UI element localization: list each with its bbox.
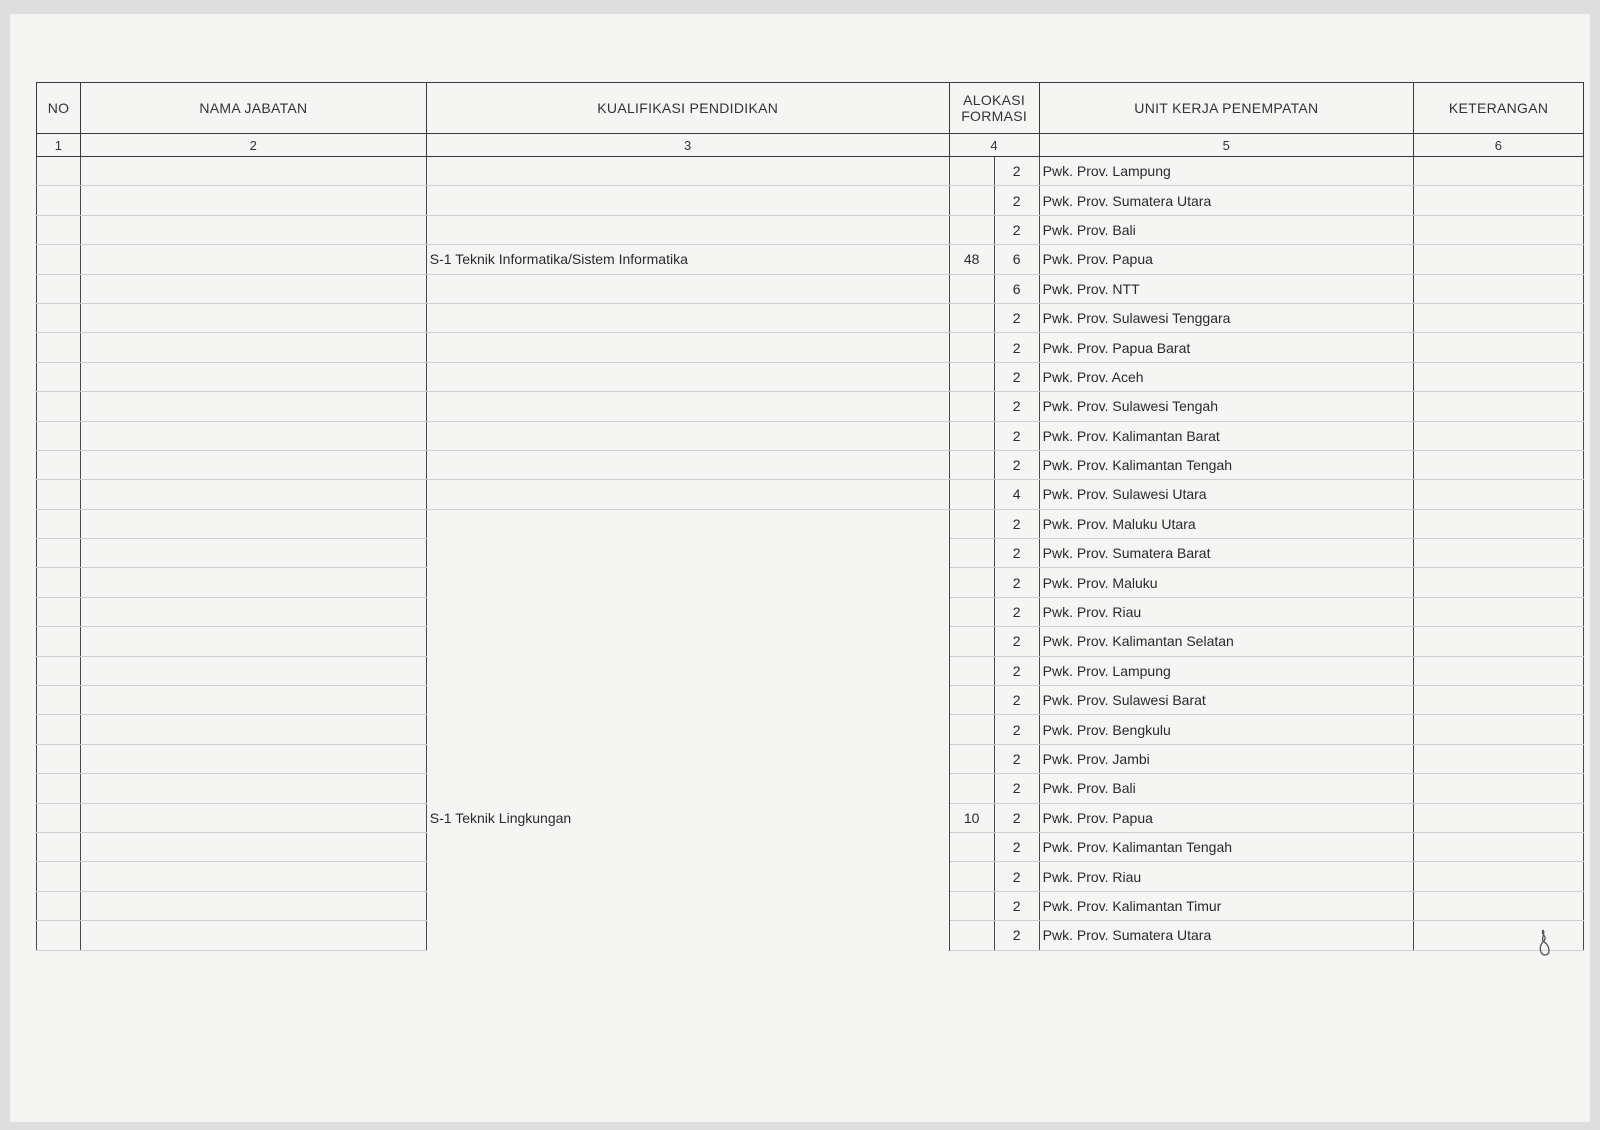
cell-nama-jabatan xyxy=(80,450,426,479)
cell-alokasi-total xyxy=(949,186,994,215)
cell-keterangan xyxy=(1414,686,1584,715)
cell-alokasi: 2 xyxy=(994,186,1039,215)
cell-alokasi: 2 xyxy=(994,803,1039,832)
cell-alokasi-total xyxy=(949,891,994,920)
cell-alokasi-total xyxy=(949,421,994,450)
cell-nama-jabatan xyxy=(80,215,426,244)
cell-alokasi-total xyxy=(949,333,994,362)
table-row xyxy=(37,744,1584,773)
cell-alokasi: 2 xyxy=(994,539,1039,568)
cell-nama-jabatan xyxy=(80,245,426,274)
cell-alokasi: 2 xyxy=(994,450,1039,479)
cell-no xyxy=(37,480,81,509)
cell-nama-jabatan xyxy=(80,803,426,832)
table-row xyxy=(37,774,1584,803)
cell-no xyxy=(37,597,81,626)
cell-alokasi-total xyxy=(949,774,994,803)
cell-nama-jabatan xyxy=(80,686,426,715)
initial-mark-icon xyxy=(1534,928,1554,958)
cell-keterangan xyxy=(1414,803,1584,832)
cell-alokasi: 2 xyxy=(994,568,1039,597)
cell-unit-kerja: Pwk. Prov. Papua Barat xyxy=(1039,333,1413,362)
cell-unit-kerja: Pwk. Prov. Papua xyxy=(1039,803,1413,832)
cell-unit-kerja: Pwk. Prov. Riau xyxy=(1039,597,1413,626)
cell-no xyxy=(37,744,81,773)
cell-alokasi-total xyxy=(949,509,994,538)
cell-alokasi-total xyxy=(949,656,994,685)
cell-alokasi-total xyxy=(949,715,994,744)
cell-nama-jabatan xyxy=(80,891,426,920)
cell-kualifikasi: S-1 Teknik Informatika/Sistem Informatika xyxy=(426,245,949,274)
cell-keterangan xyxy=(1414,362,1584,391)
cell-keterangan xyxy=(1414,539,1584,568)
cell-nama-jabatan xyxy=(80,274,426,303)
table-row xyxy=(37,686,1584,715)
cell-nama-jabatan xyxy=(80,392,426,421)
cell-nama-jabatan xyxy=(80,157,426,186)
cell-keterangan xyxy=(1414,921,1584,950)
cell-keterangan xyxy=(1414,509,1584,538)
cell-unit-kerja: Pwk. Prov. Kalimantan Barat xyxy=(1039,421,1413,450)
cell-unit-kerja: Pwk. Prov. Bali xyxy=(1039,215,1413,244)
cell-unit-kerja: Pwk. Prov. Sumatera Utara xyxy=(1039,921,1413,950)
cell-no xyxy=(37,509,81,538)
cell-kualifikasi xyxy=(426,627,949,656)
table-row xyxy=(37,891,1584,920)
cell-kualifikasi xyxy=(426,891,949,920)
cell-no xyxy=(37,245,81,274)
cell-nama-jabatan xyxy=(80,333,426,362)
cell-nama-jabatan xyxy=(80,362,426,391)
cell-alokasi: 2 xyxy=(994,774,1039,803)
cell-no xyxy=(37,274,81,303)
cell-keterangan xyxy=(1414,744,1584,773)
cell-kualifikasi xyxy=(426,774,949,803)
cell-no xyxy=(37,891,81,920)
cell-kualifikasi xyxy=(426,392,949,421)
cell-alokasi: 4 xyxy=(994,480,1039,509)
cell-kualifikasi xyxy=(426,450,949,479)
cell-alokasi-total xyxy=(949,862,994,891)
column-number-2: 2 xyxy=(80,134,426,157)
cell-alokasi-total xyxy=(949,362,994,391)
table-row xyxy=(37,186,1584,215)
column-number-6: 6 xyxy=(1414,134,1584,157)
cell-keterangan xyxy=(1414,303,1584,332)
header-unit-kerja: UNIT KERJA PENEMPATAN xyxy=(1039,83,1413,134)
cell-keterangan xyxy=(1414,597,1584,626)
cell-kualifikasi xyxy=(426,333,949,362)
cell-keterangan xyxy=(1414,715,1584,744)
table-row xyxy=(37,627,1584,656)
cell-kualifikasi xyxy=(426,157,949,186)
cell-nama-jabatan xyxy=(80,627,426,656)
cell-alokasi: 2 xyxy=(994,597,1039,626)
cell-alokasi: 2 xyxy=(994,744,1039,773)
cell-alokasi: 2 xyxy=(994,421,1039,450)
cell-nama-jabatan xyxy=(80,715,426,744)
cell-alokasi: 2 xyxy=(994,362,1039,391)
table-row xyxy=(37,362,1584,391)
cell-kualifikasi: S-1 Teknik Lingkungan xyxy=(426,803,949,832)
cell-alokasi: 2 xyxy=(994,715,1039,744)
cell-no xyxy=(37,832,81,861)
cell-alokasi: 2 xyxy=(994,157,1039,186)
cell-alokasi: 6 xyxy=(994,245,1039,274)
cell-alokasi-total xyxy=(949,450,994,479)
table-row xyxy=(37,509,1584,538)
cell-nama-jabatan xyxy=(80,656,426,685)
cell-alokasi-total xyxy=(949,597,994,626)
cell-unit-kerja: Pwk. Prov. Bali xyxy=(1039,774,1413,803)
table-row xyxy=(37,539,1584,568)
cell-alokasi: 2 xyxy=(994,392,1039,421)
cell-no xyxy=(37,333,81,362)
cell-alokasi: 2 xyxy=(994,832,1039,861)
table-row xyxy=(37,274,1584,303)
table-row xyxy=(37,568,1584,597)
cell-kualifikasi xyxy=(426,539,949,568)
cell-alokasi-total xyxy=(949,392,994,421)
header-alokasi-line1: ALOKASI xyxy=(963,92,1026,108)
cell-keterangan xyxy=(1414,480,1584,509)
cell-keterangan xyxy=(1414,421,1584,450)
cell-no xyxy=(37,362,81,391)
cell-unit-kerja: Pwk. Prov. Sulawesi Tengah xyxy=(1039,392,1413,421)
cell-alokasi: 2 xyxy=(994,921,1039,950)
cell-no xyxy=(37,421,81,450)
cell-alokasi-total: 48 xyxy=(949,245,994,274)
cell-kualifikasi xyxy=(426,274,949,303)
cell-alokasi: 2 xyxy=(994,303,1039,332)
cell-alokasi: 2 xyxy=(994,627,1039,656)
cell-unit-kerja: Pwk. Prov. Jambi xyxy=(1039,744,1413,773)
cell-unit-kerja: Pwk. Prov. Kalimantan Tengah xyxy=(1039,832,1413,861)
cell-keterangan xyxy=(1414,274,1584,303)
cell-kualifikasi xyxy=(426,656,949,685)
cell-alokasi-total xyxy=(949,744,994,773)
header-alokasi-line2: FORMASI xyxy=(961,108,1028,124)
cell-keterangan xyxy=(1414,656,1584,685)
column-number-1: 1 xyxy=(37,134,81,157)
table-row xyxy=(37,215,1584,244)
cell-nama-jabatan xyxy=(80,568,426,597)
table-row xyxy=(37,392,1584,421)
cell-alokasi-total xyxy=(949,686,994,715)
cell-nama-jabatan xyxy=(80,862,426,891)
cell-unit-kerja: Pwk. Prov. Papua xyxy=(1039,245,1413,274)
header-no: NO xyxy=(37,83,81,134)
table-row xyxy=(37,862,1584,891)
cell-keterangan xyxy=(1414,832,1584,861)
cell-keterangan xyxy=(1414,774,1584,803)
cell-nama-jabatan xyxy=(80,509,426,538)
cell-kualifikasi xyxy=(426,715,949,744)
cell-alokasi-total: 10 xyxy=(949,803,994,832)
cell-keterangan xyxy=(1414,862,1584,891)
cell-kualifikasi xyxy=(426,303,949,332)
table-row xyxy=(37,450,1584,479)
cell-alokasi: 2 xyxy=(994,862,1039,891)
table-row xyxy=(37,715,1584,744)
cell-keterangan xyxy=(1414,450,1584,479)
cell-alokasi: 6 xyxy=(994,274,1039,303)
column-number-4: 4 xyxy=(949,134,1039,157)
cell-keterangan xyxy=(1414,157,1584,186)
cell-alokasi: 2 xyxy=(994,891,1039,920)
cell-no xyxy=(37,656,81,685)
cell-unit-kerja: Pwk. Prov. Kalimantan Timur xyxy=(1039,891,1413,920)
cell-unit-kerja: Pwk. Prov. Lampung xyxy=(1039,656,1413,685)
column-number-5: 5 xyxy=(1039,134,1413,157)
cell-no xyxy=(37,186,81,215)
header-kualifikasi: KUALIFIKASI PENDIDIKAN xyxy=(426,83,949,134)
cell-unit-kerja: Pwk. Prov. Bengkulu xyxy=(1039,715,1413,744)
table-row xyxy=(37,245,1584,274)
cell-keterangan xyxy=(1414,627,1584,656)
cell-alokasi-total xyxy=(949,303,994,332)
table-row xyxy=(37,333,1584,362)
cell-no xyxy=(37,450,81,479)
cell-alokasi-total xyxy=(949,157,994,186)
formasi-table xyxy=(36,82,1584,951)
cell-nama-jabatan xyxy=(80,832,426,861)
cell-nama-jabatan xyxy=(80,921,426,950)
cell-kualifikasi xyxy=(426,215,949,244)
cell-alokasi: 2 xyxy=(994,215,1039,244)
cell-kualifikasi xyxy=(426,832,949,861)
cell-alokasi: 2 xyxy=(994,656,1039,685)
cell-unit-kerja: Pwk. Prov. Sulawesi Barat xyxy=(1039,686,1413,715)
cell-keterangan xyxy=(1414,333,1584,362)
cell-keterangan xyxy=(1414,186,1584,215)
table-row xyxy=(37,832,1584,861)
cell-kualifikasi xyxy=(426,921,949,950)
cell-nama-jabatan xyxy=(80,421,426,450)
cell-no xyxy=(37,157,81,186)
cell-no xyxy=(37,921,81,950)
cell-alokasi-total xyxy=(949,215,994,244)
cell-unit-kerja: Pwk. Prov. Maluku Utara xyxy=(1039,509,1413,538)
cell-nama-jabatan xyxy=(80,744,426,773)
cell-no xyxy=(37,686,81,715)
table-row xyxy=(37,656,1584,685)
cell-alokasi-total xyxy=(949,274,994,303)
cell-unit-kerja: Pwk. Prov. Kalimantan Tengah xyxy=(1039,450,1413,479)
table-row xyxy=(37,303,1584,332)
header-alokasi-formasi xyxy=(949,83,1039,134)
cell-no xyxy=(37,539,81,568)
cell-unit-kerja: Pwk. Prov. Sumatera Barat xyxy=(1039,539,1413,568)
cell-no xyxy=(37,392,81,421)
cell-unit-kerja: Pwk. Prov. Sulawesi Tenggara xyxy=(1039,303,1413,332)
cell-kualifikasi xyxy=(426,480,949,509)
cell-alokasi-total xyxy=(949,480,994,509)
table-row xyxy=(37,480,1584,509)
cell-nama-jabatan xyxy=(80,480,426,509)
table-body xyxy=(37,157,1584,951)
cell-no xyxy=(37,303,81,332)
cell-no xyxy=(37,627,81,656)
cell-unit-kerja: Pwk. Prov. Aceh xyxy=(1039,362,1413,391)
cell-alokasi: 2 xyxy=(994,333,1039,362)
cell-alokasi-total xyxy=(949,568,994,597)
cell-no xyxy=(37,803,81,832)
cell-kualifikasi xyxy=(426,421,949,450)
cell-unit-kerja: Pwk. Prov. Riau xyxy=(1039,862,1413,891)
cell-alokasi-total xyxy=(949,832,994,861)
cell-unit-kerja: Pwk. Prov. Sumatera Utara xyxy=(1039,186,1413,215)
cell-unit-kerja: Pwk. Prov. Sulawesi Utara xyxy=(1039,480,1413,509)
cell-no xyxy=(37,862,81,891)
cell-keterangan xyxy=(1414,245,1584,274)
cell-unit-kerja: Pwk. Prov. NTT xyxy=(1039,274,1413,303)
table-row xyxy=(37,421,1584,450)
table-row xyxy=(37,921,1584,950)
cell-unit-kerja: Pwk. Prov. Maluku xyxy=(1039,568,1413,597)
cell-unit-kerja: Pwk. Prov. Kalimantan Selatan xyxy=(1039,627,1413,656)
cell-no xyxy=(37,774,81,803)
cell-alokasi-total xyxy=(949,539,994,568)
cell-nama-jabatan xyxy=(80,597,426,626)
column-number-3: 3 xyxy=(426,134,949,157)
cell-nama-jabatan xyxy=(80,303,426,332)
cell-kualifikasi xyxy=(426,597,949,626)
cell-kualifikasi xyxy=(426,568,949,597)
table-row xyxy=(37,597,1584,626)
cell-keterangan xyxy=(1414,568,1584,597)
header-nama-jabatan: NAMA JABATAN xyxy=(80,83,426,134)
cell-no xyxy=(37,568,81,597)
cell-kualifikasi xyxy=(426,744,949,773)
cell-alokasi: 2 xyxy=(994,509,1039,538)
cell-no xyxy=(37,215,81,244)
cell-kualifikasi xyxy=(426,509,949,538)
cell-alokasi-total xyxy=(949,921,994,950)
cell-nama-jabatan xyxy=(80,774,426,803)
cell-keterangan xyxy=(1414,392,1584,421)
cell-nama-jabatan xyxy=(80,186,426,215)
cell-kualifikasi xyxy=(426,686,949,715)
cell-unit-kerja: Pwk. Prov. Lampung xyxy=(1039,157,1413,186)
cell-kualifikasi xyxy=(426,862,949,891)
cell-keterangan xyxy=(1414,215,1584,244)
cell-nama-jabatan xyxy=(80,539,426,568)
cell-kualifikasi xyxy=(426,186,949,215)
cell-alokasi-total xyxy=(949,627,994,656)
table-row xyxy=(37,157,1584,186)
cell-keterangan xyxy=(1414,891,1584,920)
table-row xyxy=(37,803,1584,832)
cell-alokasi: 2 xyxy=(994,686,1039,715)
header-keterangan: KETERANGAN xyxy=(1414,83,1584,134)
cell-no xyxy=(37,715,81,744)
cell-kualifikasi xyxy=(426,362,949,391)
